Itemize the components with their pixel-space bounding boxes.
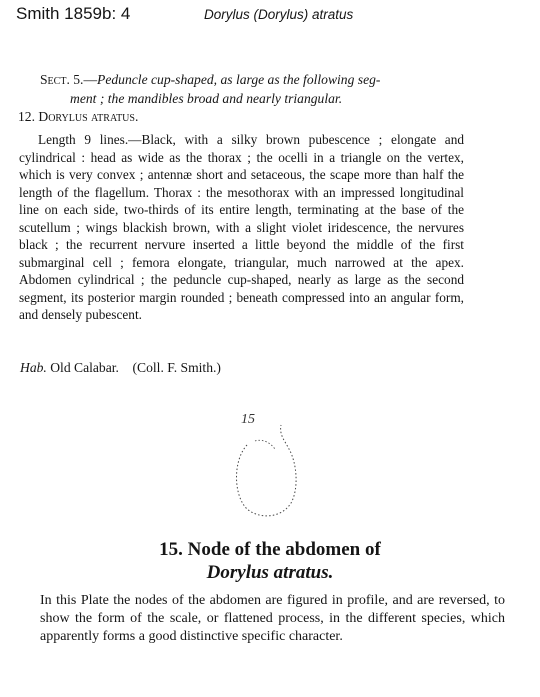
habitat-text: Old Calabar. (Coll. F. Smith.) bbox=[50, 360, 221, 375]
species-title: Dorylus (Dorylus) atratus bbox=[204, 7, 354, 22]
caption-line1: 15. Node of the abdomen of bbox=[159, 539, 381, 560]
caption-line2: Dorylus atratus. bbox=[206, 562, 334, 583]
habitat-label: Hab. bbox=[20, 360, 47, 375]
section-text-line1: Peduncle cup-shaped, as large as the following seg- bbox=[97, 72, 381, 87]
page-reference: Smith 1859b: 4 bbox=[16, 4, 131, 23]
node-outline bbox=[237, 425, 297, 516]
species-heading: 12. Dorylus atratus. bbox=[18, 109, 139, 124]
habitat-line bbox=[20, 360, 221, 376]
section-heading bbox=[40, 70, 495, 108]
species-description: Length 9 lines.—Black, with a silky brown pubescence ; elongate and cylindrical : head as wide as the thorax ; the ocelli in a triangle on the vertex, which is very convex ; antennæ short and setaceous, the scape more than half the length of the flagellum. Thorax : the mesothorax with an impressed longitudinal line on each side, two-thirds of its entire length, terminating at the base of the scutellum ; wings blackish brown, with a slight violet iridescence, the nervures black ; the recurrent nervure inserted a little beyond the middle of the first submarginal cell ; femora elongate, triangular, much narrowed at the apex. Abdomen cylindrical ; the peduncle cup-shaped, nearly as large as the second segment, its posterior margin rounded ; beneath compressed into an angular form, and densely pubescent. bbox=[19, 132, 464, 322]
node-inner-edge bbox=[255, 440, 275, 449]
abdomen-node-figure bbox=[225, 405, 315, 525]
figure-caption bbox=[0, 538, 540, 584]
section-text-line2: ment ; the mandibles broad and nearly triangular. bbox=[70, 91, 343, 106]
section-label: Sect. 5. bbox=[40, 72, 84, 87]
figure-number: 15 bbox=[241, 412, 255, 427]
plate-note: In this Plate the nodes of the abdomen are figured in profile, and are reversed, to show the form of the scale, or flattened process, in the different species, which apparently forms a good distinctive specific character. bbox=[40, 593, 505, 645]
section-dash: — bbox=[83, 72, 98, 87]
